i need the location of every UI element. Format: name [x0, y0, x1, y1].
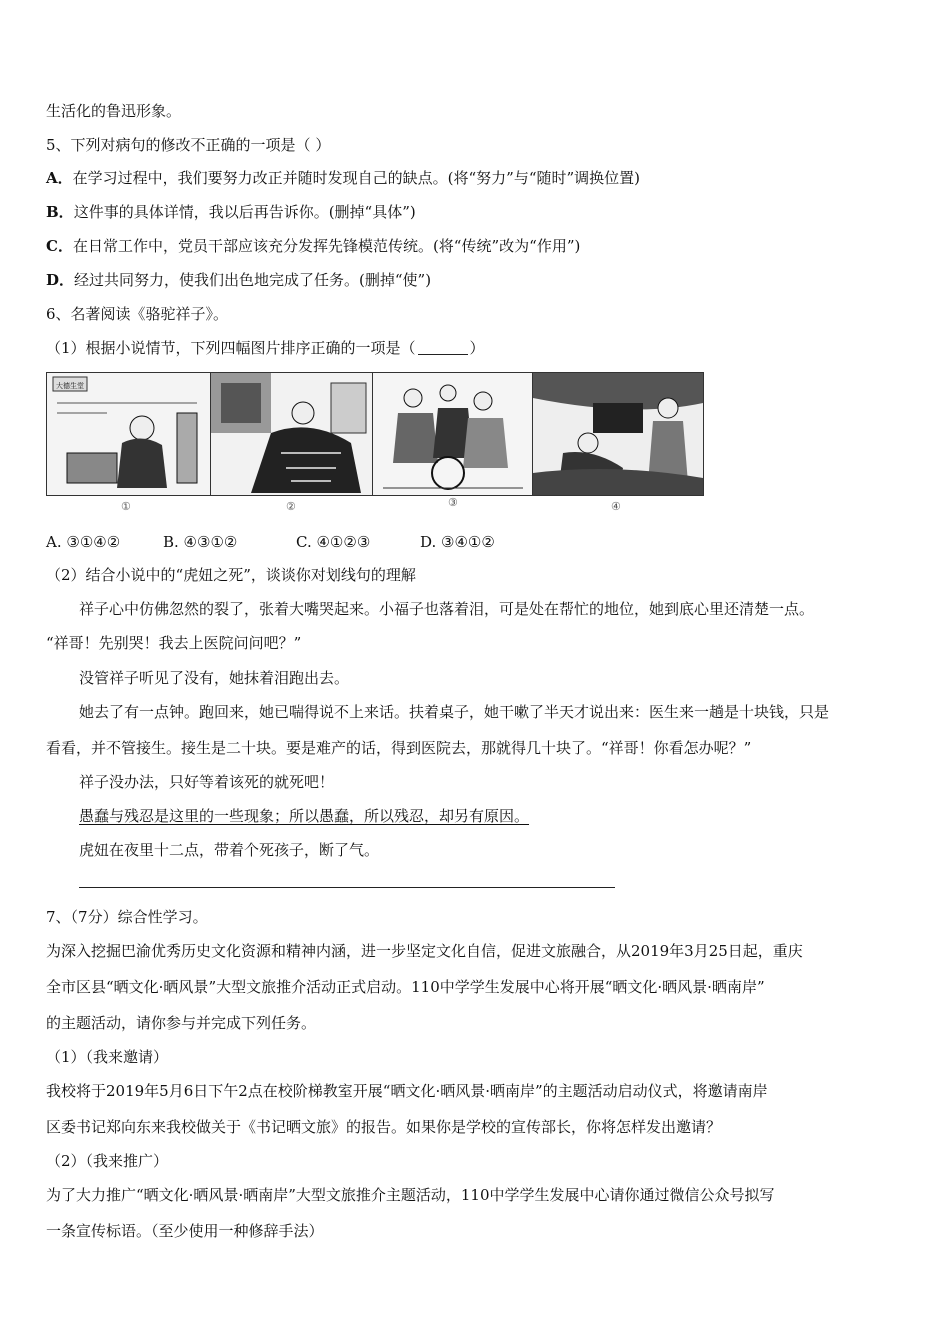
option-label: B． [46, 203, 74, 221]
q7-1-paragraph: 我校将于2019年5月6日下午2点在校阶梯教室开展“晒文化·晒风景·晒南岸”的主题活动启动仪式，将邀请南岸 [46, 1082, 768, 1100]
question-5: 5、下列对病句的修改不正确的一项是（ ） [46, 136, 331, 154]
q7-part-1: （1）（我来邀请） [46, 1048, 169, 1066]
passage-line: “祥哥！先别哭！我去上医院问问吧？” [46, 634, 302, 652]
option-b[interactable]: B. ④③①② [163, 533, 238, 551]
q6-part-2: （2）结合小说中的“虎妞之死”，谈谈你对划线句的理解 [46, 566, 416, 584]
q7-part-2: （2）（我来推广） [46, 1152, 169, 1170]
passage-line: 没管祥子听见了没有，她抹着泪跑出去。 [79, 669, 350, 687]
passage-line: 祥子没办法，只好等着该死的就死吧！ [79, 773, 335, 791]
passage-line: 看看，并不管接生。接生是二十块。要是难产的话，得到医院去，那就得几十块了。“祥哥！你看怎办呢？” [46, 739, 752, 757]
option-text: 在日常工作中，党员干部应该充分发挥先锋模范传统。(将“传统”改为“作用”) [72, 237, 581, 255]
picture-2-number: ② [286, 500, 296, 513]
q7-2-paragraph: 一条宣传标语。（至少使用一种修辞手法） [46, 1222, 324, 1240]
picture-1-number: ① [121, 500, 131, 513]
option-label: D． [46, 271, 75, 289]
option-d[interactable]: D. ③④①② [420, 533, 495, 551]
option-text: 这件事的具体详情，我以后再告诉你。(删掉“具体”) [73, 203, 416, 221]
q7-paragraph: 的主题活动，请你参与并完成下列任务。 [46, 1014, 317, 1032]
text-line: 生活化的鲁迅形象。 [46, 102, 182, 120]
passage-line: 她去了有一点钟。跑回来，她已喘得说不上来话。扶着桌子，她干嗽了半天才说出来：医生来一趟是十块钱，只是 [79, 703, 830, 721]
picture-1-illustration [47, 373, 210, 495]
picture-2-illustration [211, 373, 372, 495]
question-7: 7、（7分）综合性学习。 [46, 908, 208, 926]
q6-1-close: ） [469, 339, 485, 357]
answer-blank[interactable] [418, 340, 468, 355]
q7-1-paragraph: 区委书记郑向东来我校做关于《书记晒文旅》的报告。如果你是学校的宣传部长，你将怎样发出邀请？ [46, 1118, 722, 1136]
picture-4-illustration [533, 373, 703, 495]
picture-1 [46, 372, 211, 496]
option-label: A． [46, 169, 73, 187]
picture-2 [210, 372, 373, 496]
option-a[interactable]: A. ③①④② [46, 533, 121, 551]
question-6: 6、名著阅读《骆驼祥子》。 [46, 305, 229, 323]
q6-part-1 [46, 337, 485, 359]
picture-4-number: ④ [611, 500, 621, 513]
picture-strip [46, 372, 704, 496]
answer-line[interactable] [79, 887, 615, 888]
picture-3-number: ③ [448, 496, 458, 509]
picture-4 [532, 372, 704, 496]
option-text: 经过共同努力，使我们出色地完成了任务。(删掉“使”) [74, 271, 432, 289]
picture-3 [372, 372, 533, 496]
q5-option-a [46, 167, 640, 189]
option-c[interactable]: C. ④①②③ [296, 533, 371, 551]
option-label: C． [46, 237, 73, 255]
shop-sign-text: 大德生堂 [56, 382, 84, 390]
passage-line: 虎妞在夜里十二点，带着个死孩子，断了气。 [79, 841, 380, 859]
q5-option-d [46, 269, 431, 291]
q6-1-text: （1）根据小说情节，下列四幅图片排序正确的一项是（ [46, 339, 416, 357]
option-text: 在学习过程中，我们要努力改正并随时发现自己的缺点。(将“努力”与“随时”调换位置) [72, 169, 641, 187]
q5-option-c [46, 235, 580, 257]
picture-3-illustration [373, 373, 532, 495]
passage-line: 祥子心中仿佛忽然的裂了，张着大嘴哭起来。小福子也落着泪，可是处在帮忙的地位，她到底心里还清楚一点。 [79, 600, 815, 618]
q7-paragraph: 为深入挖掘巴渝优秀历史文化资源和精神内涵，进一步坚定文化自信，促进文旅融合，从2019年3月25日起，重庆 [46, 942, 803, 960]
q5-option-b [46, 201, 416, 223]
underlined-sentence: 愚蠢与残忍是这里的一些现象；所以愚蠢，所以残忍，却另有原因。 [79, 807, 530, 825]
q6-options [46, 531, 495, 553]
q7-paragraph: 全市区县“晒文化·晒风景”大型文旅推介活动正式启动。110中学学生发展中心将开展“晒文化·晒风景·晒南岸” [46, 978, 765, 996]
q7-2-paragraph: 为了大力推广“晒文化·晒风景·晒南岸”大型文旅推介主题活动，110中学学生发展中心请你通过微信公众号拟写 [46, 1186, 775, 1204]
